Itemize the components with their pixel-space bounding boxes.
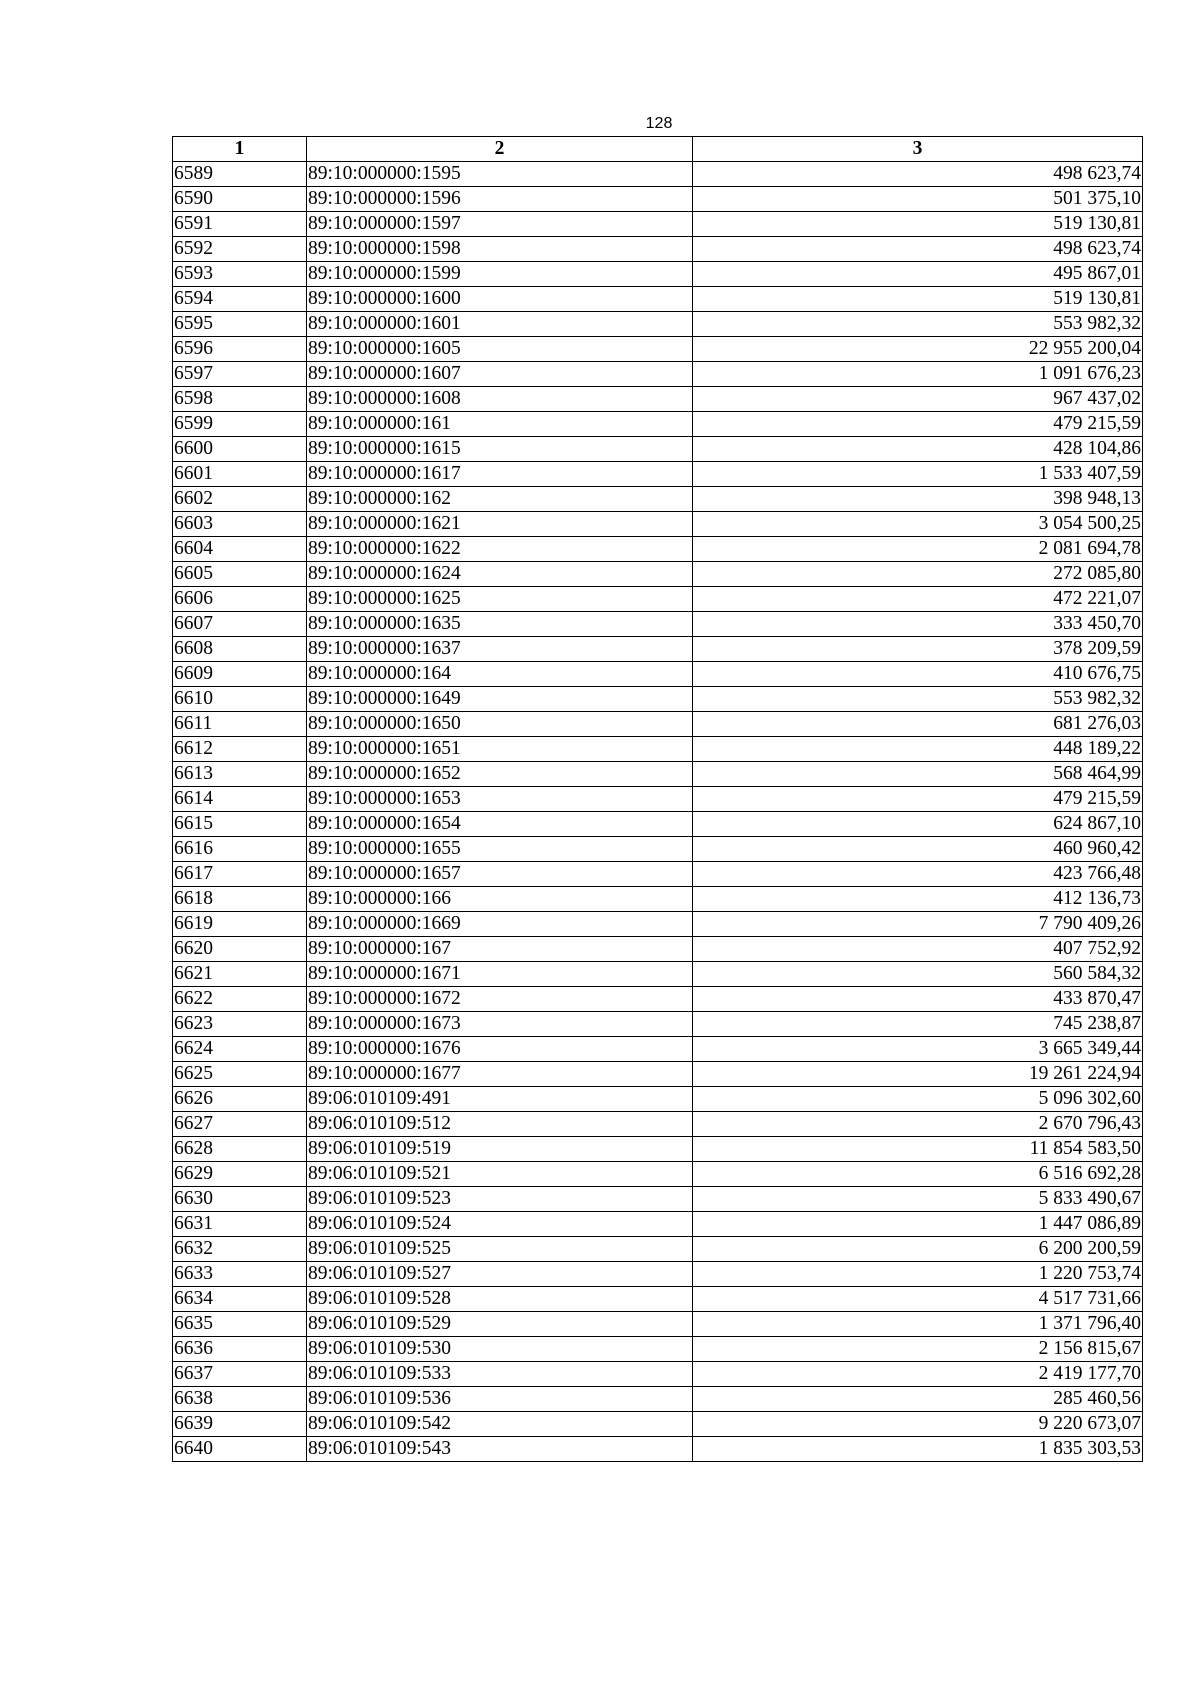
cadastral-number-cell: 89:06:010109:527	[307, 1262, 693, 1287]
row-number-cell: 6634	[173, 1287, 307, 1312]
table-body	[173, 162, 1143, 1462]
cadastral-number-cell: 89:06:010109:524	[307, 1212, 693, 1237]
table-row	[173, 1337, 1143, 1362]
table-row	[173, 387, 1143, 412]
row-number-cell: 6595	[173, 312, 307, 337]
table-row	[173, 262, 1143, 287]
value-cell: 2 081 694,78	[693, 537, 1143, 562]
table-row	[173, 962, 1143, 987]
header-row	[173, 137, 1143, 162]
table-row	[173, 437, 1143, 462]
cadastral-number-cell: 89:10:000000:1608	[307, 387, 693, 412]
value-cell: 433 870,47	[693, 987, 1143, 1012]
cadastral-number-cell: 89:10:000000:1597	[307, 212, 693, 237]
value-cell: 967 437,02	[693, 387, 1143, 412]
value-cell: 553 982,32	[693, 312, 1143, 337]
table-row	[173, 562, 1143, 587]
value-cell: 1 533 407,59	[693, 462, 1143, 487]
data-table	[172, 136, 1143, 1462]
cadastral-number-cell: 89:06:010109:542	[307, 1412, 693, 1437]
row-number-cell: 6610	[173, 687, 307, 712]
cadastral-number-cell: 89:10:000000:1652	[307, 762, 693, 787]
table-row	[173, 1187, 1143, 1212]
table-row	[173, 237, 1143, 262]
cadastral-number-cell: 89:10:000000:1622	[307, 537, 693, 562]
row-number-cell: 6632	[173, 1237, 307, 1262]
value-cell: 5 833 490,67	[693, 1187, 1143, 1212]
row-number-cell: 6627	[173, 1112, 307, 1137]
row-number-cell: 6629	[173, 1162, 307, 1187]
cadastral-number-cell: 89:10:000000:161	[307, 412, 693, 437]
value-cell: 378 209,59	[693, 637, 1143, 662]
value-cell: 1 371 796,40	[693, 1312, 1143, 1337]
cadastral-number-cell: 89:10:000000:1672	[307, 987, 693, 1012]
table-row	[173, 787, 1143, 812]
table-row	[173, 487, 1143, 512]
value-cell: 19 261 224,94	[693, 1062, 1143, 1087]
cadastral-number-cell: 89:10:000000:1595	[307, 162, 693, 187]
table-row	[173, 1162, 1143, 1187]
cadastral-number-cell: 89:06:010109:528	[307, 1287, 693, 1312]
cadastral-number-cell: 89:06:010109:529	[307, 1312, 693, 1337]
value-cell: 3 665 349,44	[693, 1037, 1143, 1062]
row-number-cell: 6591	[173, 212, 307, 237]
table-row	[173, 1437, 1143, 1462]
table-row	[173, 612, 1143, 637]
value-cell: 333 450,70	[693, 612, 1143, 637]
row-number-cell: 6608	[173, 637, 307, 662]
table-row	[173, 937, 1143, 962]
value-cell: 7 790 409,26	[693, 912, 1143, 937]
value-cell: 9 220 673,07	[693, 1412, 1143, 1437]
cadastral-number-cell: 89:10:000000:1657	[307, 862, 693, 887]
table-row	[173, 687, 1143, 712]
row-number-cell: 6614	[173, 787, 307, 812]
column-header-3: 3	[693, 137, 1143, 162]
table-row	[173, 587, 1143, 612]
table-row	[173, 662, 1143, 687]
cadastral-number-cell: 89:06:010109:525	[307, 1237, 693, 1262]
cadastral-number-cell: 89:06:010109:523	[307, 1187, 693, 1212]
table-row	[173, 837, 1143, 862]
value-cell: 6 516 692,28	[693, 1162, 1143, 1187]
value-cell: 1 220 753,74	[693, 1262, 1143, 1287]
table-row	[173, 1237, 1143, 1262]
cadastral-number-cell: 89:10:000000:1676	[307, 1037, 693, 1062]
table-row	[173, 912, 1143, 937]
table-row	[173, 1387, 1143, 1412]
cadastral-number-cell: 89:10:000000:1654	[307, 812, 693, 837]
row-number-cell: 6597	[173, 362, 307, 387]
value-cell: 498 623,74	[693, 162, 1143, 187]
value-cell: 1 091 676,23	[693, 362, 1143, 387]
table-row	[173, 337, 1143, 362]
table-row	[173, 812, 1143, 837]
table-row	[173, 1062, 1143, 1087]
cadastral-number-cell: 89:10:000000:1624	[307, 562, 693, 587]
cadastral-number-cell: 89:10:000000:1650	[307, 712, 693, 737]
table-row	[173, 712, 1143, 737]
row-number-cell: 6639	[173, 1412, 307, 1437]
cadastral-number-cell: 89:06:010109:533	[307, 1362, 693, 1387]
row-number-cell: 6636	[173, 1337, 307, 1362]
row-number-cell: 6603	[173, 512, 307, 537]
cadastral-number-cell: 89:10:000000:1653	[307, 787, 693, 812]
row-number-cell: 6605	[173, 562, 307, 587]
table-row	[173, 862, 1143, 887]
value-cell: 407 752,92	[693, 937, 1143, 962]
value-cell: 553 982,32	[693, 687, 1143, 712]
table-row	[173, 287, 1143, 312]
cadastral-number-cell: 89:10:000000:1649	[307, 687, 693, 712]
table-row	[173, 362, 1143, 387]
value-cell: 22 955 200,04	[693, 337, 1143, 362]
cadastral-number-cell: 89:10:000000:1600	[307, 287, 693, 312]
value-cell: 2 419 177,70	[693, 1362, 1143, 1387]
value-cell: 423 766,48	[693, 862, 1143, 887]
cadastral-number-cell: 89:10:000000:1625	[307, 587, 693, 612]
value-cell: 681 276,03	[693, 712, 1143, 737]
table-row	[173, 1412, 1143, 1437]
table-row	[173, 1112, 1143, 1137]
value-cell: 501 375,10	[693, 187, 1143, 212]
table-row	[173, 412, 1143, 437]
row-number-cell: 6593	[173, 262, 307, 287]
cadastral-number-cell: 89:06:010109:519	[307, 1137, 693, 1162]
row-number-cell: 6598	[173, 387, 307, 412]
value-cell: 2 670 796,43	[693, 1112, 1143, 1137]
value-cell: 745 238,87	[693, 1012, 1143, 1037]
row-number-cell: 6611	[173, 712, 307, 737]
cadastral-number-cell: 89:10:000000:1651	[307, 737, 693, 762]
cadastral-number-cell: 89:06:010109:512	[307, 1112, 693, 1137]
table-row	[173, 737, 1143, 762]
row-number-cell: 6606	[173, 587, 307, 612]
row-number-cell: 6592	[173, 237, 307, 262]
value-cell: 1 835 303,53	[693, 1437, 1143, 1462]
row-number-cell: 6616	[173, 837, 307, 862]
value-cell: 5 096 302,60	[693, 1087, 1143, 1112]
row-number-cell: 6609	[173, 662, 307, 687]
row-number-cell: 6623	[173, 1012, 307, 1037]
row-number-cell: 6617	[173, 862, 307, 887]
cadastral-number-cell: 89:10:000000:1607	[307, 362, 693, 387]
cadastral-number-cell: 89:10:000000:164	[307, 662, 693, 687]
row-number-cell: 6594	[173, 287, 307, 312]
row-number-cell: 6600	[173, 437, 307, 462]
cadastral-number-cell: 89:10:000000:1637	[307, 637, 693, 662]
value-cell: 472 221,07	[693, 587, 1143, 612]
row-number-cell: 6630	[173, 1187, 307, 1212]
table-row	[173, 1312, 1143, 1337]
table-row	[173, 637, 1143, 662]
value-cell: 11 854 583,50	[693, 1137, 1143, 1162]
cadastral-number-cell: 89:10:000000:167	[307, 937, 693, 962]
row-number-cell: 6607	[173, 612, 307, 637]
cadastral-number-cell: 89:06:010109:521	[307, 1162, 693, 1187]
cadastral-number-cell: 89:10:000000:1596	[307, 187, 693, 212]
row-number-cell: 6612	[173, 737, 307, 762]
row-number-cell: 6621	[173, 962, 307, 987]
value-cell: 428 104,86	[693, 437, 1143, 462]
row-number-cell: 6618	[173, 887, 307, 912]
table-header	[173, 137, 1143, 162]
row-number-cell: 6635	[173, 1312, 307, 1337]
cadastral-number-cell: 89:06:010109:536	[307, 1387, 693, 1412]
row-number-cell: 6604	[173, 537, 307, 562]
cadastral-number-cell: 89:10:000000:1598	[307, 237, 693, 262]
table-row	[173, 1212, 1143, 1237]
value-cell: 4 517 731,66	[693, 1287, 1143, 1312]
cadastral-number-cell: 89:10:000000:1601	[307, 312, 693, 337]
cadastral-number-cell: 89:10:000000:1615	[307, 437, 693, 462]
cadastral-number-cell: 89:10:000000:1621	[307, 512, 693, 537]
value-cell: 272 085,80	[693, 562, 1143, 587]
row-number-cell: 6628	[173, 1137, 307, 1162]
cadastral-number-cell: 89:10:000000:1669	[307, 912, 693, 937]
cadastral-number-cell: 89:10:000000:1635	[307, 612, 693, 637]
column-header-1: 1	[173, 137, 307, 162]
table-row	[173, 1287, 1143, 1312]
row-number-cell: 6596	[173, 337, 307, 362]
table-row	[173, 212, 1143, 237]
value-cell: 1 447 086,89	[693, 1212, 1143, 1237]
row-number-cell: 6590	[173, 187, 307, 212]
value-cell: 479 215,59	[693, 787, 1143, 812]
value-cell: 560 584,32	[693, 962, 1143, 987]
value-cell: 6 200 200,59	[693, 1237, 1143, 1262]
row-number-cell: 6601	[173, 462, 307, 487]
table-row	[173, 537, 1143, 562]
row-number-cell: 6640	[173, 1437, 307, 1462]
value-cell: 3 054 500,25	[693, 512, 1143, 537]
table-row	[173, 312, 1143, 337]
value-cell: 285 460,56	[693, 1387, 1143, 1412]
value-cell: 410 676,75	[693, 662, 1143, 687]
row-number-cell: 6613	[173, 762, 307, 787]
row-number-cell: 6620	[173, 937, 307, 962]
cadastral-number-cell: 89:10:000000:1599	[307, 262, 693, 287]
table-row	[173, 1037, 1143, 1062]
row-number-cell: 6615	[173, 812, 307, 837]
value-cell: 519 130,81	[693, 287, 1143, 312]
row-number-cell: 6633	[173, 1262, 307, 1287]
value-cell: 519 130,81	[693, 212, 1143, 237]
row-number-cell: 6624	[173, 1037, 307, 1062]
table-row	[173, 187, 1143, 212]
table-row	[173, 762, 1143, 787]
table-row	[173, 1087, 1143, 1112]
value-cell: 495 867,01	[693, 262, 1143, 287]
cadastral-number-cell: 89:10:000000:1671	[307, 962, 693, 987]
cadastral-number-cell: 89:10:000000:166	[307, 887, 693, 912]
value-cell: 412 136,73	[693, 887, 1143, 912]
value-cell: 2 156 815,67	[693, 1337, 1143, 1362]
cadastral-number-cell: 89:06:010109:491	[307, 1087, 693, 1112]
table-row	[173, 1362, 1143, 1387]
page-number: 128	[645, 115, 673, 132]
row-number-cell: 6625	[173, 1062, 307, 1087]
row-number-cell: 6631	[173, 1212, 307, 1237]
cadastral-number-cell: 89:06:010109:543	[307, 1437, 693, 1462]
table-row	[173, 987, 1143, 1012]
row-number-cell: 6599	[173, 412, 307, 437]
row-number-cell: 6638	[173, 1387, 307, 1412]
table-row	[173, 162, 1143, 187]
cadastral-number-cell: 89:06:010109:530	[307, 1337, 693, 1362]
value-cell: 398 948,13	[693, 487, 1143, 512]
table-row	[173, 887, 1143, 912]
table-row	[173, 512, 1143, 537]
value-cell: 448 189,22	[693, 737, 1143, 762]
cadastral-number-cell: 89:10:000000:1655	[307, 837, 693, 862]
value-cell: 460 960,42	[693, 837, 1143, 862]
row-number-cell: 6619	[173, 912, 307, 937]
table-row	[173, 462, 1143, 487]
row-number-cell: 6637	[173, 1362, 307, 1387]
cadastral-number-cell: 89:10:000000:1617	[307, 462, 693, 487]
row-number-cell: 6626	[173, 1087, 307, 1112]
column-header-2: 2	[307, 137, 693, 162]
cadastral-number-cell: 89:10:000000:162	[307, 487, 693, 512]
value-cell: 498 623,74	[693, 237, 1143, 262]
table-row	[173, 1262, 1143, 1287]
value-cell: 624 867,10	[693, 812, 1143, 837]
value-cell: 568 464,99	[693, 762, 1143, 787]
row-number-cell: 6589	[173, 162, 307, 187]
cadastral-number-cell: 89:10:000000:1673	[307, 1012, 693, 1037]
row-number-cell: 6602	[173, 487, 307, 512]
table-row	[173, 1012, 1143, 1037]
value-cell: 479 215,59	[693, 412, 1143, 437]
row-number-cell: 6622	[173, 987, 307, 1012]
cadastral-number-cell: 89:10:000000:1605	[307, 337, 693, 362]
cadastral-number-cell: 89:10:000000:1677	[307, 1062, 693, 1087]
table-row	[173, 1137, 1143, 1162]
